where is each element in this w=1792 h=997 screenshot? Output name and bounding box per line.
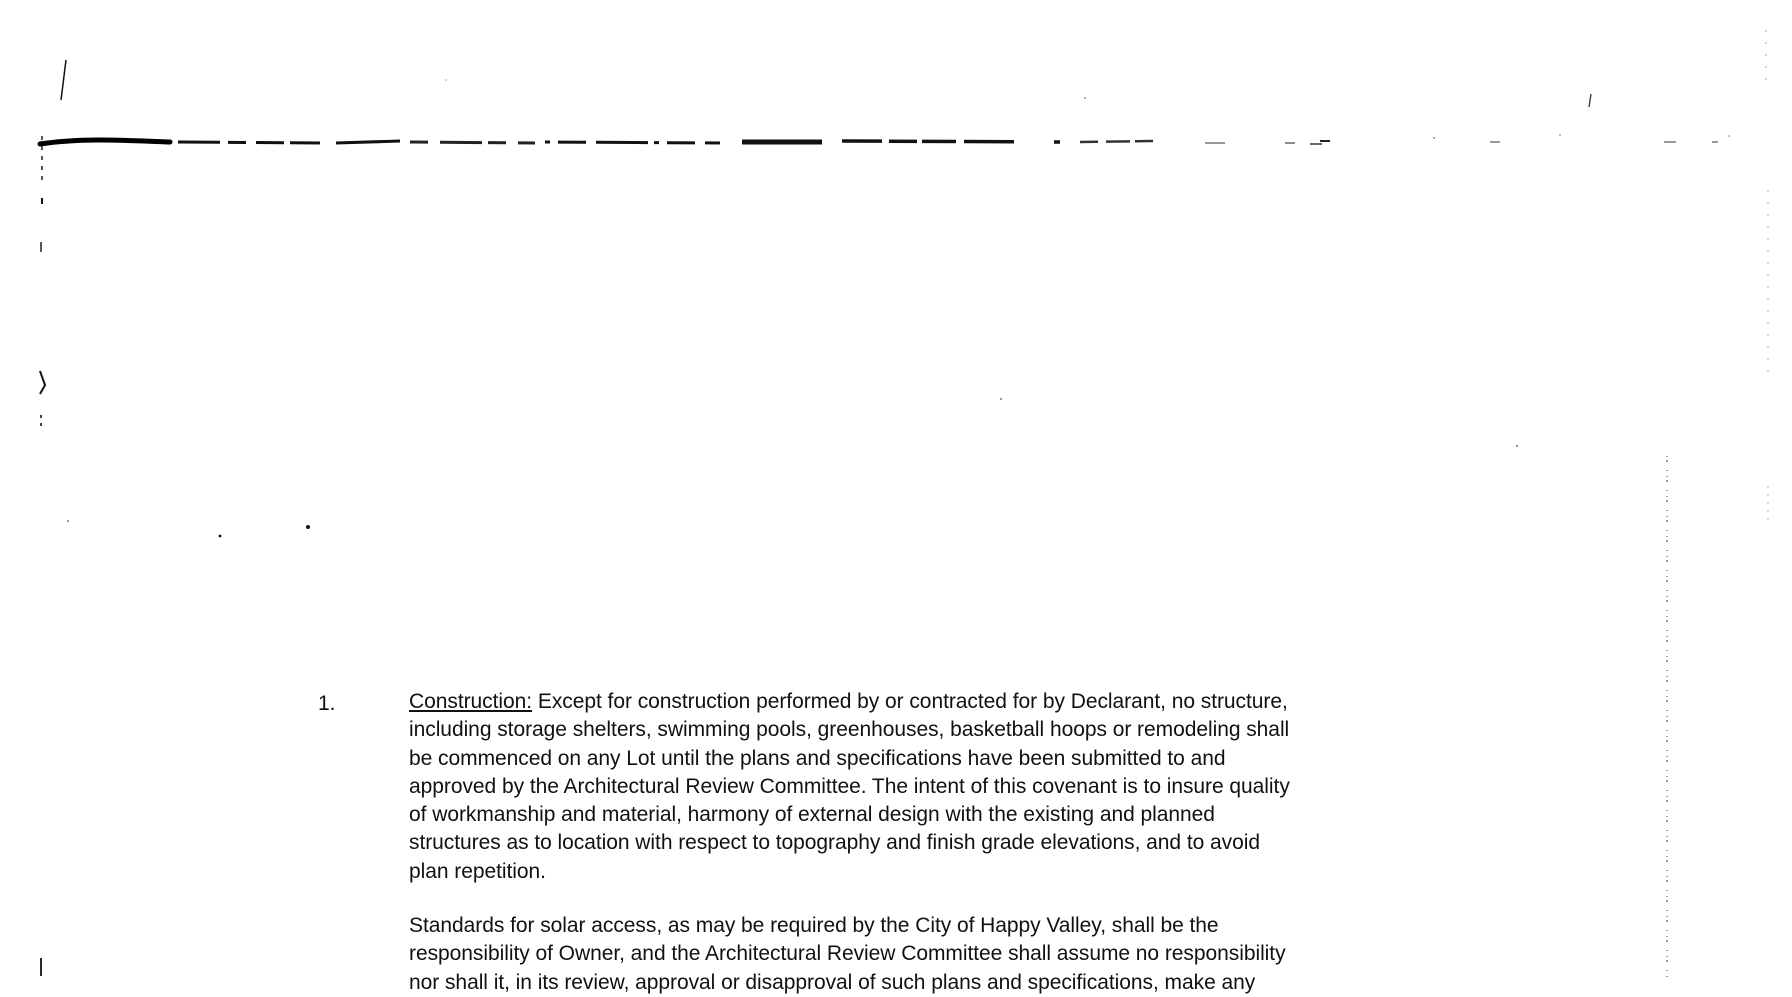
paragraph-2-line: Standards for solar access, as may be required by the City of Happy Valley, shall be the <box>409 914 1219 938</box>
paragraph-1-line: be commenced on any Lot until the plans and specifications have been submitted to and <box>409 746 1226 770</box>
section-body <box>409 688 1449 997</box>
construction-heading: Construction: <box>409 690 533 713</box>
section-number: 1. <box>318 692 336 715</box>
paragraph-2-line: nor shall it, in its review, approval or disapproval of such plans and specifications, make any <box>409 970 1256 994</box>
paragraph-1-line: structures as to location with respect to topography and finish grade elevations, and to avoid <box>409 831 1260 855</box>
paragraph-1-line: approved by the Architectural Review Committee. The intent of this covenant is to insure quality <box>409 774 1290 798</box>
paragraph-2-line: responsibility of Owner, and the Architectural Review Committee shall assume no responsibility <box>409 942 1286 966</box>
paragraph-1-line: plan repetition. <box>409 859 546 883</box>
scan-line-top <box>40 140 170 144</box>
paragraph-1-line: including storage shelters, swimming pools, greenhouses, basketball hoops or remodeling shall <box>409 718 1290 742</box>
paragraph-spacer <box>409 886 1449 912</box>
paragraph-1-line-1-text: Except for construction performed by or contracted for by Declarant, no structure, <box>532 690 1288 713</box>
paragraph-1-line-1 <box>409 688 1449 716</box>
paragraph-1-line: of workmanship and material, harmony of external design with the existing and planned <box>409 803 1215 827</box>
